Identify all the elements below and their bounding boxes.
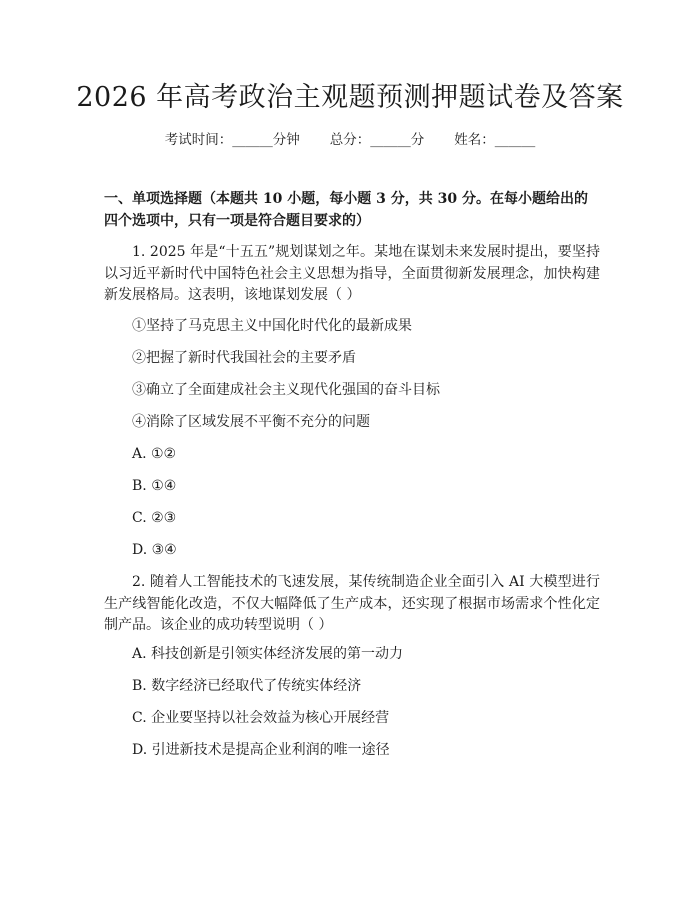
total-score-label: 总分：______分 — [329, 132, 425, 148]
question-1-stem: 1. 2025 年是“十五五”规划谋划之年。某地在谋划未来发展时提出，要坚持以习近平新时代中国特色社会主义思想为指导，全面贯彻新发展理念，加快构建新发展格局。这表明，该地谋划发展（ ） — [104, 244, 600, 303]
question-2-stem: 2. 随着人工智能技术的飞速发展，某传统制造企业全面引入 AI 大模型进行生产线智能化改造，不仅大幅降低了生产成本，还实现了根据市场需求个性化定制产品。该企业的成功转型说明（ ） — [104, 574, 600, 633]
section-heading: 一、单项选择题（本题共 10 小题，每小题 3 分，共 30 分。在每小题给出的四个选项中，只有一项是符合题目要求的） — [104, 191, 588, 229]
student-name-label: 姓名：______ — [454, 132, 536, 148]
question-1-statement-4: ④消除了区域发展不平衡不充分的问题 — [132, 414, 370, 430]
question-1-statement-2: ②把握了新时代我国社会的主要矛盾 — [132, 350, 356, 366]
question-1-statement-3: ③确立了全面建成社会主义现代化强国的奋斗目标 — [132, 382, 440, 398]
question-2-option-a: A. 科技创新是引领实体经济发展的第一动力 — [132, 646, 404, 662]
question-1-option-a: A. ①② — [132, 446, 177, 462]
question-1-option-c: C. ②③ — [132, 510, 177, 526]
question-2-option-b: B. 数字经济已经取代了传统实体经济 — [132, 678, 362, 694]
exam-info-line — [0, 130, 700, 150]
question-1-statement-1: ①坚持了马克思主义中国化时代化的最新成果 — [132, 318, 412, 334]
exam-time-label: 考试时间：______分钟 — [164, 132, 300, 148]
question-2-option-d: D. 引进新技术是提高企业利润的唯一途径 — [132, 742, 390, 758]
question-1-option-d: D. ③④ — [132, 542, 177, 558]
question-2-option-c: C. 企业要坚持以社会效益为核心开展经营 — [132, 710, 390, 726]
page-title: 2026 年高考政治主观题预测押题试卷及答案 — [76, 82, 624, 113]
question-1-option-b: B. ①④ — [132, 478, 177, 494]
